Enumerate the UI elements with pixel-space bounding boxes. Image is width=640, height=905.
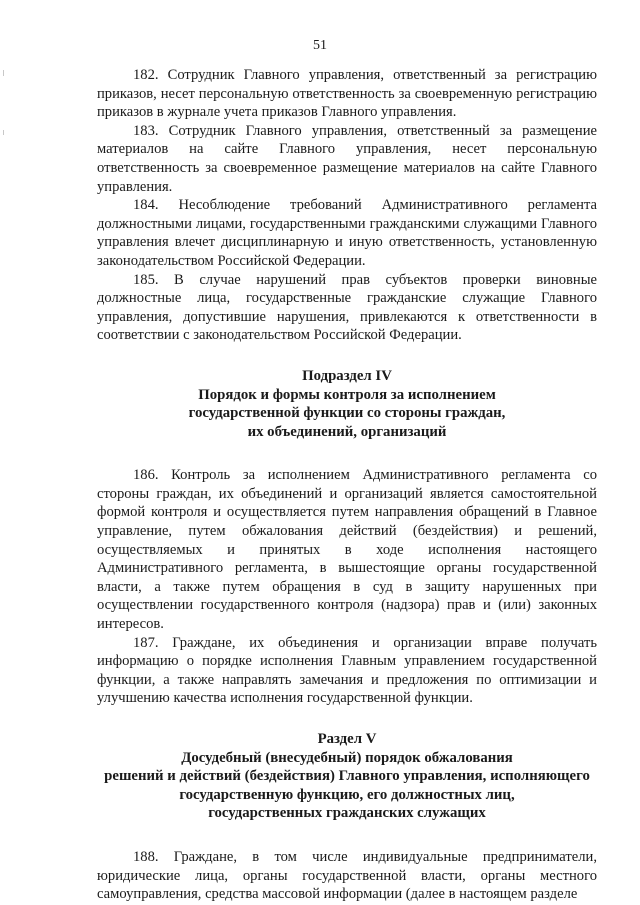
section-5-line-1: Досудебный (внесудебный) порядок обжалования [181, 749, 513, 766]
paragraph-188: 188. Граждане, в том числе индивидуальные предприниматели, юридические лица, органы государственной власти, органы местного самоуправления, средства массовой информации (далее в настоящем разделе [97, 848, 597, 903]
page-number: 51 [313, 38, 327, 53]
paragraph-187: 187. Граждане, их объединения и организации вправе получать информацию о порядке исполнения Главным управлением государственной функции, а также направлять замечания и предложения по оптимизации и улучшению качества исполнения государственной функции. [97, 634, 597, 707]
subsection-4-line-1: Порядок и формы контроля за исполнением [198, 386, 496, 403]
subsection-4-title: Подраздел IV [302, 367, 392, 384]
document-body [97, 66, 597, 904]
spacer [97, 345, 597, 367]
scan-edge-mark [3, 130, 4, 135]
paragraph-182: 182. Сотрудник Главного управления, ответственный за регистрацию приказов, несет персональную ответственность за своевременную регистрацию приказов в журнале учета приказов Главного управления. [97, 67, 597, 121]
section-5-line-3: государственную функцию, его должностных лиц, [179, 786, 515, 803]
section-5-title: Раздел V [317, 731, 377, 747]
paragraph-186: 186. Контроль за исполнением Административного регламента со стороны граждан, их объединений и организаций является самостоятельной формой контроля и осуществляется путем направления обращений в Главное управление, путем обжалования действий (бездействия) и решений, осуществляемых и принятых в ходе исполнения настоящего Административного регламента, в вышестоящие органы государственной власти, а также путем обращения в суд в защиту нарушенных при осуществлении государственного контроля (надзора) прав и (или) законных интересов. [97, 467, 597, 633]
subsection-4-heading [97, 367, 597, 441]
section-5-line-2: решений и действий (бездействия) Главного управления, исполняющего [104, 768, 590, 785]
spacer [97, 708, 597, 730]
paragraph-184: 184. Несоблюдение требований Административного регламента должностными лицами, государственными гражданскими служащими Главного управления влечет дисциплинарную и иную ответственность, установленную законодательством Российской Федерации. [97, 197, 597, 269]
spacer [97, 823, 597, 848]
subsection-4-line-3: их объединений, организаций [247, 423, 447, 440]
paragraph-185: 185. В случае нарушений прав субъектов проверки виновные должностные лица, государственные гражданские служащие Главного управления, допустившие нарушения, привлекаются к ответственности в соответствии с законодательством Российской Федерации. [97, 271, 597, 344]
section-5-line-4: государственных гражданских служащих [208, 805, 486, 822]
section-5-heading [91, 730, 603, 823]
spacer [97, 441, 597, 466]
paragraph-183: 183. Сотрудник Главного управления, ответственный за размещение материалов на сайте Главного управления, несет персональную ответственность за своевременное размещение материалов на сайте Главного управления. [97, 122, 597, 195]
scan-edge-mark [3, 70, 4, 76]
subsection-4-line-2: государственной функции со стороны граждан, [188, 405, 506, 422]
